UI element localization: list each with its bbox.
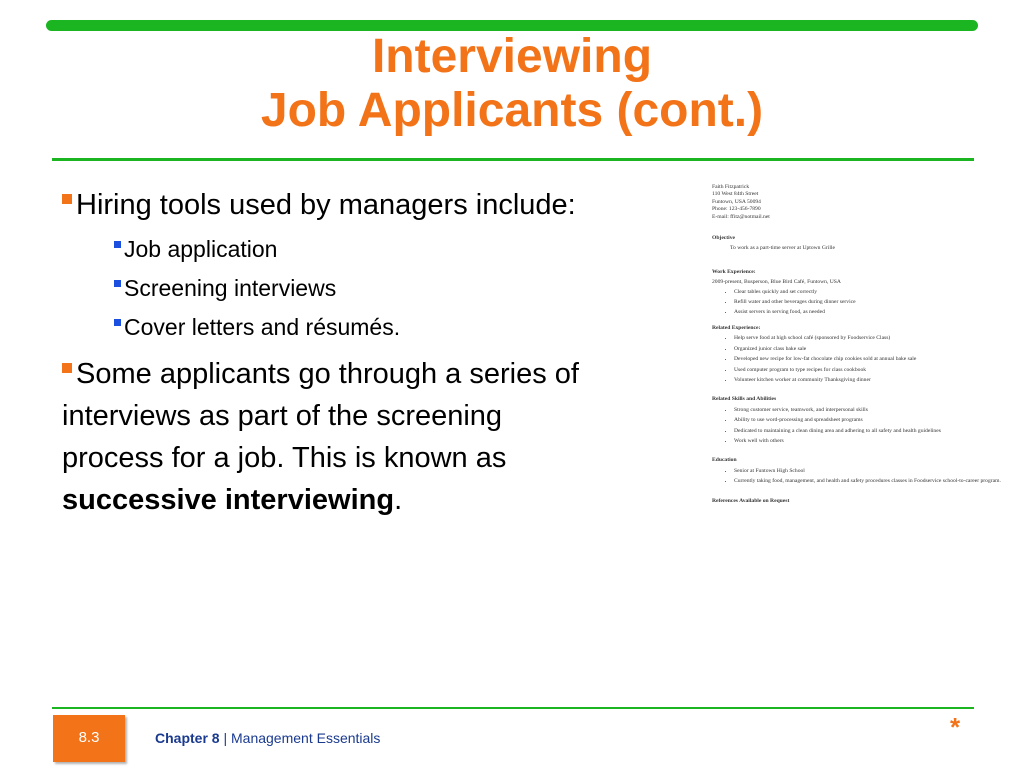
footer-chapter: Chapter 8 <box>155 730 220 746</box>
bullet-successive-interviewing: Some applicants go through a series of interviews as part of the screening process for a job. This is known as successive interviewing. <box>62 358 579 516</box>
resume-work-heading: Work Experience: <box>712 268 756 275</box>
resume-objective-text: To work as a part-time server at Uptown Grille <box>730 245 835 252</box>
title-line-2: Job Applicants (cont.) <box>260 84 764 137</box>
list-item: • Help serve food at high school café (sponsored by Foodservice Class) <box>734 335 1002 342</box>
subbullet-job-application: Job application <box>114 230 582 269</box>
footer-separator: | <box>219 730 231 746</box>
resume-work-list <box>702 289 1002 317</box>
subbullet-cover-letters: Cover letters and résumés. <box>114 308 582 347</box>
list-item: • Organized junior class bake sale <box>734 346 1002 353</box>
resume-contact: Faith Fitzpatrick 110 West 84th Street Funtown, USA 50094 Phone: 123-456-7890 E-mail: ffitz@notmail.net <box>712 184 770 220</box>
resume-references: References Available on Request <box>712 497 790 504</box>
footer-text <box>155 730 380 746</box>
bullet-square-icon <box>62 363 72 373</box>
bullet-square-icon <box>114 280 121 287</box>
bullet-square-icon <box>114 319 121 326</box>
footer-divider <box>52 707 974 709</box>
resume-related-heading: Related Experience: <box>712 324 761 331</box>
bullet-square-icon <box>114 241 121 248</box>
list-item: • Currently taking food, management, and health and safety procedures classes in Foodservice school-to-career program. <box>734 478 1002 485</box>
subbullet-screening-interviews: Screening interviews <box>114 269 582 308</box>
slide-body <box>62 184 582 525</box>
list-item: • Work well with others <box>734 438 1002 445</box>
list-item: • Clear tables quickly and set correctly <box>734 289 1002 296</box>
title-line-1: Interviewing <box>371 30 653 83</box>
list-item: • Volunteer kitchen worker at community Thanksgiving dinner <box>734 377 1002 384</box>
title-divider <box>52 158 974 161</box>
resume-objective-heading: Objective <box>712 235 735 242</box>
resume-education-heading: Education <box>712 457 737 464</box>
term-successive-interviewing: successive interviewing <box>62 484 395 516</box>
resume-related-list <box>702 335 1002 384</box>
list-item: • Assist servers in serving food, as needed <box>734 309 1002 316</box>
bullet-hiring-tools: Hiring tools used by managers include: <box>62 184 582 226</box>
list-item: • Ability to use word-processing and spreadsheet programs <box>734 417 1002 424</box>
list-item: • Used computer program to type recipes for class cookbook <box>734 367 1002 374</box>
resume-work-job: 2009-present, Busperson, Blue Bird Café, Funtown, USA <box>712 279 841 286</box>
list-item: • Dedicated to maintaining a clean dining area and adhering to all safety and health guidelines <box>734 428 1002 435</box>
resume-skills-heading: Related Skills and Abilities <box>712 396 777 403</box>
slide-title <box>0 30 1024 138</box>
resume-image <box>702 184 1002 596</box>
list-item: • Refill water and other beverages during dinner service <box>734 299 1002 306</box>
list-item: • Developed new recipe for low-fat chocolate chip cookies sold at annual bake sale <box>734 356 1002 363</box>
resume-education-list <box>702 468 1002 486</box>
bullet-square-icon <box>62 194 72 204</box>
list-item: • Senior at Funtown High School <box>734 468 1002 475</box>
list-item: • Strong customer service, teamwork, and interpersonal skills <box>734 407 1002 414</box>
slide-number-badge: 8.3 <box>53 715 125 762</box>
asterisk-mark: * <box>950 712 961 742</box>
footer-course: Management Essentials <box>231 730 381 746</box>
resume-skills-list <box>702 407 1002 446</box>
